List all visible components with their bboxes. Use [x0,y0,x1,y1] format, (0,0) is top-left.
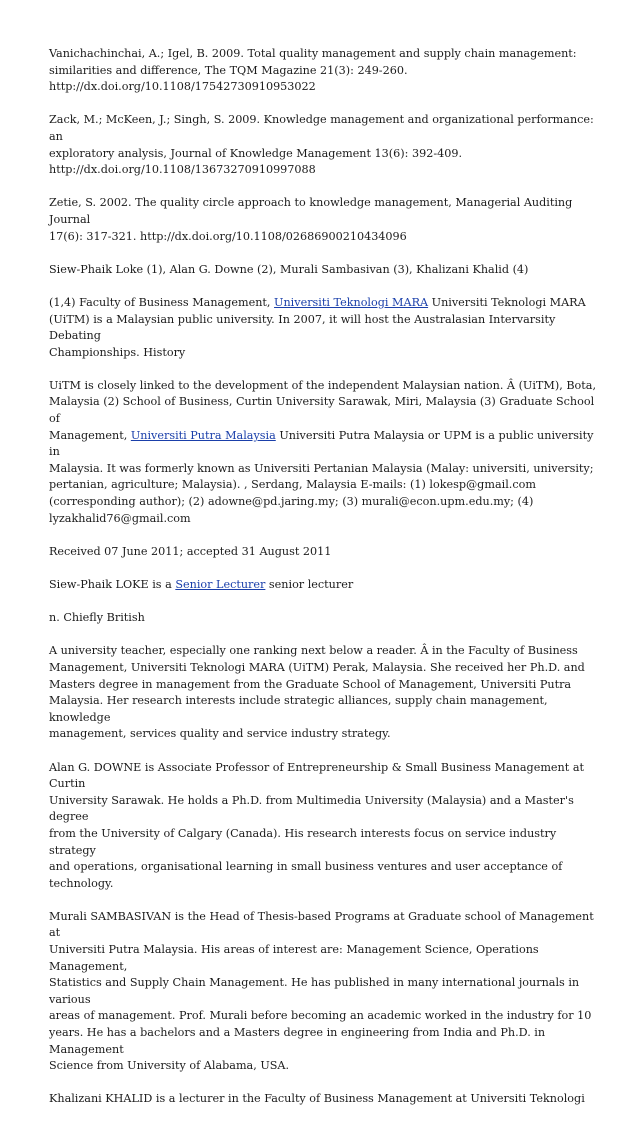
text-span: University Sarawak. He holds a Ph.D. from Multimedia University (Malaysia) and a Master's degree [49,793,574,824]
text-span: (UiTM) is a Malaysian public university. In 2007, it will host the Australasian Intervarsity Debating [49,312,556,343]
text-span: Khalizani KHALID is a lecturer in the Faculty of Business Management at Universiti Teknologi [49,1092,585,1106]
uitm-link[interactable]: Universiti Teknologi MARA [274,295,429,309]
authors-line: Siew-Phaik Loke (1), Alan G. Downe (2), Murali Sambasivan (3), Khalizani Khalid (4) [49,262,529,276]
text-span: Universiti Putra Malaysia. His areas of interest are: Management Science, Operations Management, [49,943,539,973]
upm-link[interactable]: Universiti Putra Malaysia [130,428,276,442]
text-span: Management, [49,428,131,442]
affiliation-paragraph-1 [49,295,597,361]
reference-line: Zack, M.; McKeen, J.; Singh, S. 2009. Knowledge management and organizational performance: an [49,113,594,143]
text-span: areas of management. Prof. Murali before becoming an academic worked in the industry for 10 [49,1009,592,1023]
text-span: Malaysia. It was formerly known as Universiti Pertanian Malaysia (Malay: universiti, university; [49,461,594,475]
text-span: Universiti Putra Malaysia or UPM is a public university in [49,428,594,459]
senior-lecturer-link[interactable]: Senior Lecturer [175,578,266,591]
reference-zetie [49,195,597,245]
bio-sambasivan [49,909,597,1075]
text-span: senior lecturer [265,578,354,591]
reference-vanichachinchai [49,46,597,96]
text-span: (1,4) Faculty of Business Management, [49,295,275,309]
text-span: years. He has a bachelors and a Masters degree in engineering from India and Ph.D. in Management [49,1026,546,1056]
text-span: Management, Universiti Teknologi MARA (UiTM) Perak, Malaysia. She received her Ph.D. and [49,660,585,674]
text-span: Science from University of Alabama, USA. [49,1059,290,1073]
loke-title-line [49,577,597,594]
text-span: Murali SAMBASIVAN is the Head of Thesis-based Programs at Graduate school of Management at [49,909,594,940]
text-span: Malaysia (2) School of Business, Curtin University Sarawak, Miri, Malaysia (3) Graduate School of [49,395,595,426]
chiefly-british-note: n. Chiefly British [49,611,145,625]
bio-downe [49,760,597,893]
reference-line: exploratory analysis, Journal of Knowledge Management 13(6): 392-409. [49,146,463,160]
bio-khalid [49,1091,597,1108]
text-span: Masters degree in management from the Graduate School of Management, Universiti Putra [49,677,572,691]
text-span: management, services quality and service industry strategy. [49,727,391,741]
reference-doi: http://dx.doi.org/10.1108/17542730910953022 [49,80,316,94]
text-span: pertanian, agriculture; Malaysia). , Serdang, Malaysia E-mails: (1) lokesp@gmail.com [49,478,536,492]
text-span: and operations, organisational learning in small business ventures and user acceptance of [49,860,563,874]
text-span: from the University of Calgary (Canada). His research interests focus on service industry strategy [49,826,557,857]
text-span: UiTM is closely linked to the development of the independent Malaysian nation. Â (UiTM), Bota, [49,378,597,392]
reference-zack [49,112,597,178]
text-span: (corresponding author); (2) adowne@pd.jaring.my; (3) murali@econ.upm.edu.my; (4) [49,495,534,509]
reference-line: 17(6): 317-321. http://dx.doi.org/10.1108/02686900210434096 [49,229,407,243]
reference-line: similarities and difference, The TQM Magazine 21(3): 249-260. [49,63,408,77]
text-span: Alan G. DOWNE is Associate Professor of Entrepreneurship & Small Business Management at Curtin [49,760,584,791]
text-span: A university teacher, especially one ranking next below a reader. Â in the Faculty of Business [49,644,578,658]
bio-loke [49,643,597,743]
text-span: technology. [49,876,114,890]
text-span: Statistics and Supply Chain Management. He has published in many international journals in various [49,976,580,1006]
reference-line: Vanichachinchai, A.; Igel, B. 2009. Total quality management and supply chain management: [49,47,577,60]
text-span: lyzakhalid76@gmail.com [49,511,191,525]
reference-doi: http://dx.doi.org/10.1108/13673270910997088 [49,163,316,177]
document-page [49,46,597,1125]
affiliation-paragraph-2 [49,378,597,527]
reference-line: Zetie, S. 2002. The quality circle approach to knowledge management, Managerial Auditing Journal [49,196,573,226]
text-span: Malaysia. Her research interests include strategic alliances, supply chain management, knowledge [49,694,548,724]
text-span: Siew-Phaik LOKE is a [49,578,176,591]
text-span: Championships. History [49,345,186,359]
received-date: Received 07 June 2011; accepted 31 August 2011 [49,544,332,558]
text-span: Universiti Teknologi MARA [428,295,586,309]
